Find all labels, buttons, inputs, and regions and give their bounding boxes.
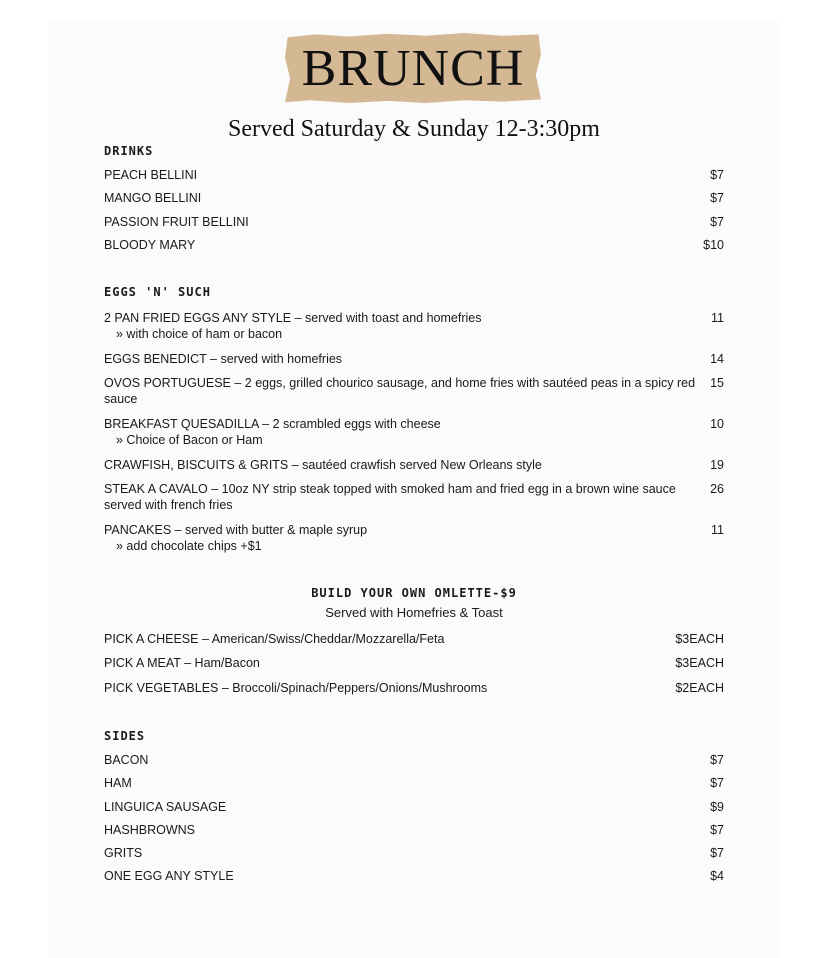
menu-item (104, 775, 724, 791)
item-note: » Choice of Bacon or Ham (116, 433, 263, 447)
menu-item (104, 631, 724, 647)
item-name: CRAWFISH, BISCUITS & GRITS – sautéed crawfish served New Orleans style (104, 458, 542, 472)
item-name: BACON (104, 753, 149, 767)
item-name: ONE EGG ANY STYLE (104, 869, 234, 883)
eggs-heading: EGGS 'N' SUCH (104, 285, 211, 299)
menu-item (104, 237, 724, 253)
menu-item (104, 214, 724, 230)
item-name: MANGO BELLINI (104, 191, 202, 205)
item-price: 10 (710, 417, 724, 431)
item-price: $7 (710, 823, 724, 837)
menu-item (104, 868, 724, 884)
menu-item (104, 822, 724, 838)
item-name: HASHBROWNS (104, 823, 195, 837)
item-name: OVOS PORTUGUESE – 2 eggs, grilled chourico sausage, and home fries with sautéed peas in a spicy red sauce (104, 376, 696, 406)
item-price: $2EACH (675, 681, 724, 695)
item-price: $7 (710, 215, 724, 229)
item-price: $7 (710, 846, 724, 860)
item-name: PEACH BELLINI (104, 168, 198, 182)
item-price: 11 (711, 523, 724, 537)
item-name: PICK A CHEESE – American/Swiss/Cheddar/Mozzarella/Feta (104, 632, 445, 646)
menu-item (104, 845, 724, 861)
menu-item (104, 167, 724, 183)
item-price: 26 (710, 482, 724, 496)
menu-item (104, 752, 724, 768)
menu-item (104, 190, 724, 206)
item-name: BREAKFAST QUESADILLA – 2 scrambled eggs with cheese (104, 417, 441, 431)
menu-item (104, 655, 724, 671)
item-name: HAM (104, 776, 132, 790)
menu-item (104, 522, 724, 554)
item-price: 14 (710, 352, 724, 366)
item-price: $3EACH (675, 632, 724, 646)
omelette-heading: BUILD YOUR OWN OMLETTE-$9 (311, 586, 517, 600)
item-note: » with choice of ham or bacon (116, 327, 283, 341)
item-name: 2 PAN FRIED EGGS ANY STYLE – served with toast and homefries (104, 311, 482, 325)
item-price: $7 (710, 168, 724, 182)
item-name: PANCAKES – served with butter & maple syrup (104, 523, 368, 537)
menu-item (104, 457, 724, 473)
page-subtitle: Served Saturday & Sunday 12-3:30pm (228, 116, 600, 142)
item-price: $10 (703, 238, 724, 252)
item-name: PICK VEGETABLES – Broccoli/Spinach/Peppers/Onions/Mushrooms (104, 681, 488, 695)
menu-item (104, 799, 724, 815)
item-name: STEAK A CAVALO – 10oz NY strip steak topped with smoked ham and fried egg in a brown wine sauce served with french fries (104, 482, 676, 512)
item-price: $7 (710, 191, 724, 205)
item-name: BLOODY MARY (104, 238, 196, 252)
page-title: BRUNCH (301, 39, 525, 97)
omelette-subheading: Served with Homefries & Toast (325, 605, 503, 620)
item-price: 15 (710, 376, 724, 390)
menu-item (104, 351, 724, 367)
drinks-heading: DRINKS (104, 144, 154, 158)
item-price: $7 (710, 776, 724, 790)
menu-item (104, 680, 724, 696)
menu-item (104, 375, 724, 407)
item-note: » add chocolate chips +$1 (116, 539, 262, 553)
item-price: $9 (710, 800, 724, 814)
item-name: PICK A MEAT – Ham/Bacon (104, 656, 260, 670)
item-name: PASSION FRUIT BELLINI (104, 215, 249, 229)
item-price: $4 (710, 869, 724, 883)
item-price: 19 (710, 458, 724, 472)
item-name: EGGS BENEDICT – served with homefries (104, 352, 343, 366)
item-name: GRITS (104, 846, 143, 860)
menu-item (104, 416, 724, 448)
menu-item (104, 481, 724, 513)
item-name: LINGUICA SAUSAGE (104, 800, 227, 814)
item-price: $7 (710, 753, 724, 767)
item-price: $3EACH (675, 656, 724, 670)
item-price: 11 (711, 311, 724, 325)
sides-heading: SIDES (104, 729, 146, 743)
menu-item (104, 310, 724, 342)
